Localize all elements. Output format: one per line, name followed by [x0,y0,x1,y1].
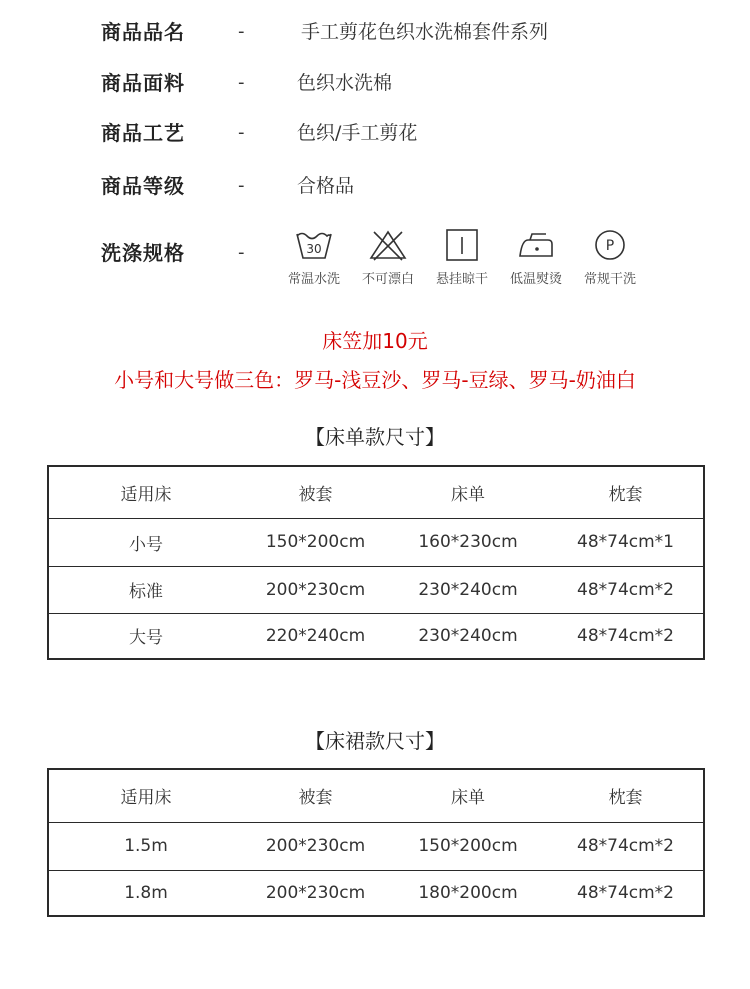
table-cell: 1.5m [48,822,243,870]
skirt-size-table [47,768,705,917]
no-bleach-icon [368,228,408,262]
table-cell: 230*240cm [388,566,548,613]
table-cell: 48*74cm*1 [548,518,704,566]
table-cell: 1.8m [124,882,168,903]
care-label: 不可漂白 [361,272,414,287]
note-colors: 小号和大号做三色：罗马-浅豆沙、罗马-豆绿、罗马-奶油白 [114,368,636,392]
table-cell: 160*230cm [388,518,548,566]
spec-dash: - [238,122,245,143]
skirt-section-title: 【床裙款尺寸】 [305,729,445,753]
table-cell: 230*240cm [418,625,518,646]
table-cell: 200*230cm [243,566,388,613]
table-cell: 200*230cm [265,882,366,903]
spec-row-fabric [0,68,750,98]
table-cell: 180*200cm [418,882,518,903]
table-header-cell: 枕套 [548,466,704,518]
spec-value: 色织水洗棉 [297,72,393,94]
table-cell: 200*230cm [243,822,388,870]
wash-temp: 30 [306,242,322,256]
table-cell: 48*74cm*2 [577,882,674,903]
spec-label: 洗涤规格 [101,241,185,265]
table-header-cell: 枕套 [548,769,704,822]
spec-label: 商品品名 [101,20,185,44]
dry-clean-p-icon [590,228,630,262]
spec-value: 合格品 [297,175,355,197]
table-header-cell: 床单 [388,466,548,518]
table-row [48,822,704,870]
care-label: 常温水洗 [287,272,340,287]
table-header-cell: 被套 [243,769,388,822]
table-cell: 标准 [48,566,243,613]
table-row [48,613,704,659]
spec-label: 商品等级 [101,174,185,198]
spec-row-name [0,17,750,47]
table-cell: 150*200cm [388,822,548,870]
table-header-cell: 床单 [388,769,548,822]
low-iron-icon [516,228,556,262]
care-item-iron [498,228,574,287]
care-item-dryclean [572,228,648,287]
spec-value: 色织/手工剪花 [297,122,418,144]
wash-30-icon [294,228,334,262]
table-header-row [48,466,704,518]
care-label: 常规干洗 [583,272,636,287]
care-icons [276,228,656,292]
table-cell: 48*74cm*2 [548,566,704,613]
table-header-row [48,769,704,822]
table-header-cell: 适用床 [48,769,243,822]
spec-label: 商品面料 [101,71,185,95]
care-item-bleach [350,228,426,287]
table-cell: 大号 [129,628,163,649]
table-row [48,566,704,613]
dry-clean-letter: P [605,238,615,254]
care-label: 悬挂晾干 [435,272,488,287]
table-header-cell: 被套 [243,466,388,518]
sheet-section-title: 【床单款尺寸】 [305,425,445,449]
table-header-cell: 适用床 [48,466,243,518]
care-label: 低温熨烫 [509,272,562,287]
table-cell: 48*74cm*2 [548,822,704,870]
hang-dry-icon [442,228,482,262]
spec-row-craft [0,118,750,148]
table-cell: 220*240cm [265,625,366,646]
spec-dash: - [238,175,245,196]
table-cell: 150*200cm [243,518,388,566]
spec-dash: - [238,242,245,263]
spec-dash: - [238,21,245,42]
spec-label: 商品工艺 [101,121,185,145]
care-item-hang [424,228,500,287]
spec-value: 手工剪花色织水洗棉套件系列 [301,21,549,43]
note-bed-fitted: 床笠加10元 [322,329,428,353]
care-item-wash [276,228,352,287]
table-cell: 小号 [48,518,243,566]
table-cell: 48*74cm*2 [577,625,674,646]
spec-row-grade [0,171,750,201]
spec-dash: - [238,72,245,93]
table-row [48,518,704,566]
sheet-size-table [47,465,705,660]
table-row [48,870,704,916]
